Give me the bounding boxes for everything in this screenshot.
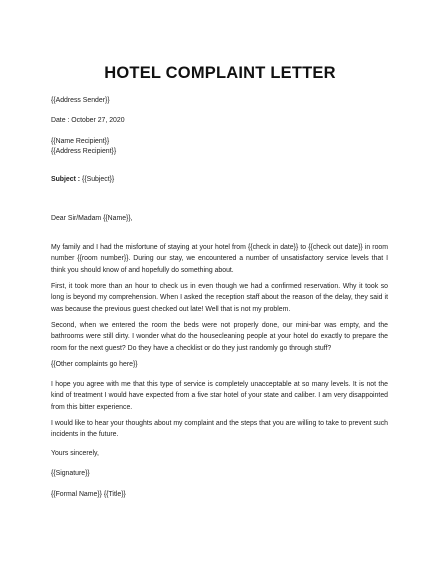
- name-recipient: {{Name Recipient}}: [51, 138, 110, 145]
- paragraph-request-response: I would like to hear your thoughts about my complaint and the steps that you are willing to take to prevent such incidents in the future.: [51, 420, 388, 439]
- signature: {{Signature}}: [51, 470, 90, 477]
- letter-title: HOTEL COMPLAINT LETTER: [104, 64, 336, 82]
- subject-label: Subject :: [51, 176, 81, 183]
- formal-name-title: {{Formal Name}} {{Title}}: [51, 491, 126, 498]
- subject-value: {{Subject}}: [80, 176, 115, 183]
- letter-date: Date : October 27, 2020: [51, 117, 125, 124]
- salutation: Dear Sir/Madam {{Name}},: [51, 215, 133, 222]
- closing: Yours sincerely,: [51, 450, 99, 457]
- paragraph-unacceptable-service: I hope you agree with me that this type of service is completely unacceptable at so many levels. It is not the kind of treatment I would have expected from a five star hotel of your state and caliber. I am very disappointed from this bitter experience.: [51, 381, 388, 411]
- other-complaints: {{Other complaints go here}}: [51, 361, 138, 368]
- paragraph-check-in: My family and I had the misfortune of staying at your hotel from {{check in date}} to {{check out date}} in room number {{room number}}. During our stay, we encountered a number of unsatisfactory service levels that I think you should know of and hopefully do something about.: [51, 244, 388, 274]
- subject-line: [51, 174, 388, 185]
- paragraph-room-condition: Second, when we entered the room the beds were not properly done, our mini-bar was empty, and the bathrooms were still dirty. I wonder what do the housecleaning people at your hotel do exactly to prepare the room for the next guest? Do they have a checklist or do they just randomly go through stuff?: [51, 322, 388, 352]
- address-recipient: {{Address Recipient}}: [51, 148, 117, 155]
- paragraph-reservation-delay: First, it took more than an hour to check us in even though we had a confirmed reservation. Why it took so long is beyond my comprehension. When I asked the reception staff about the reason of the delay, they said it was because the previous guest checked out late! Well that is not my problem.: [51, 283, 388, 313]
- address-sender: {{Address Sender}}: [51, 97, 110, 104]
